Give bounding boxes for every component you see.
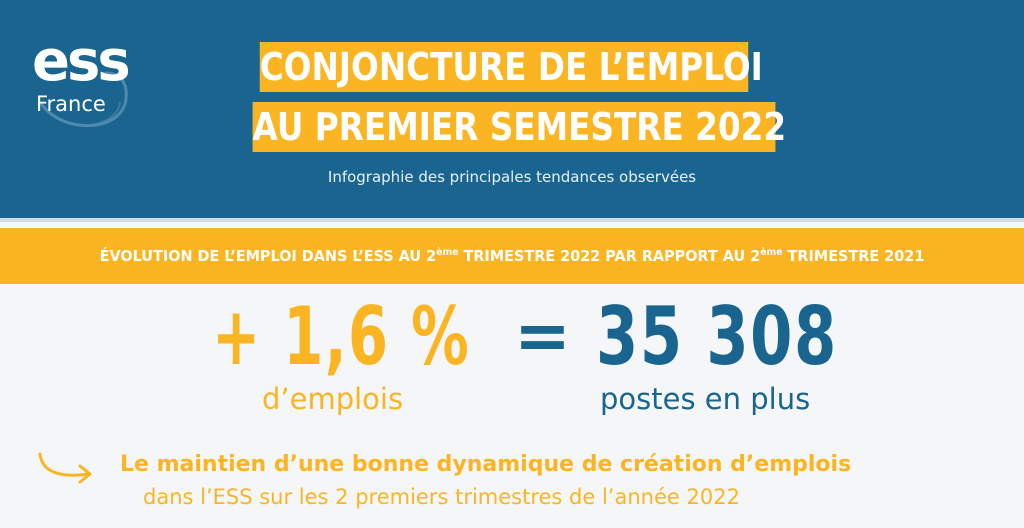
logo-brand-text: ess bbox=[32, 29, 128, 94]
logo-country-text: France bbox=[36, 92, 106, 116]
band-text-part-2: TRIMESTRE 2022 PAR RAPPORT AU 2 bbox=[458, 247, 761, 265]
ess-france-logo bbox=[32, 29, 142, 130]
band-superscript-1: ème bbox=[436, 246, 459, 258]
percent-growth-label: d’emplois bbox=[262, 382, 404, 416]
curved-arrow-icon bbox=[36, 450, 98, 486]
header-subtitle: Infographie des principales tendances observées bbox=[327, 168, 697, 186]
band-text-part-1: ÉVOLUTION DE L’EMPLOI DANS L’ESS AU 2 bbox=[99, 247, 437, 265]
conclusion-headline: Le maintien d’une bonne dynamique de création d’emplois bbox=[120, 452, 852, 477]
jobs-created-label: postes en plus bbox=[600, 382, 811, 416]
band-text-part-3: TRIMESTRE 2021 bbox=[782, 247, 925, 265]
equals-sign: = bbox=[514, 297, 571, 376]
jobs-created-value: 35 308 bbox=[596, 290, 838, 383]
conclusion-detail: dans l’ESS sur les 2 premiers trimestres de l’année 2022 bbox=[143, 485, 740, 509]
section-band bbox=[0, 228, 1024, 284]
section-band-heading bbox=[36, 228, 988, 284]
title-line-2: AU PREMIER SEMESTRE 2022 bbox=[253, 102, 776, 152]
title-line-1: CONJONCTURE DE L’EMPLOI bbox=[260, 42, 748, 92]
header-banner bbox=[0, 0, 1024, 222]
band-superscript-2: ème bbox=[760, 246, 783, 258]
percent-growth-value: + 1,6 % bbox=[212, 290, 471, 383]
header-divider bbox=[0, 218, 1024, 222]
